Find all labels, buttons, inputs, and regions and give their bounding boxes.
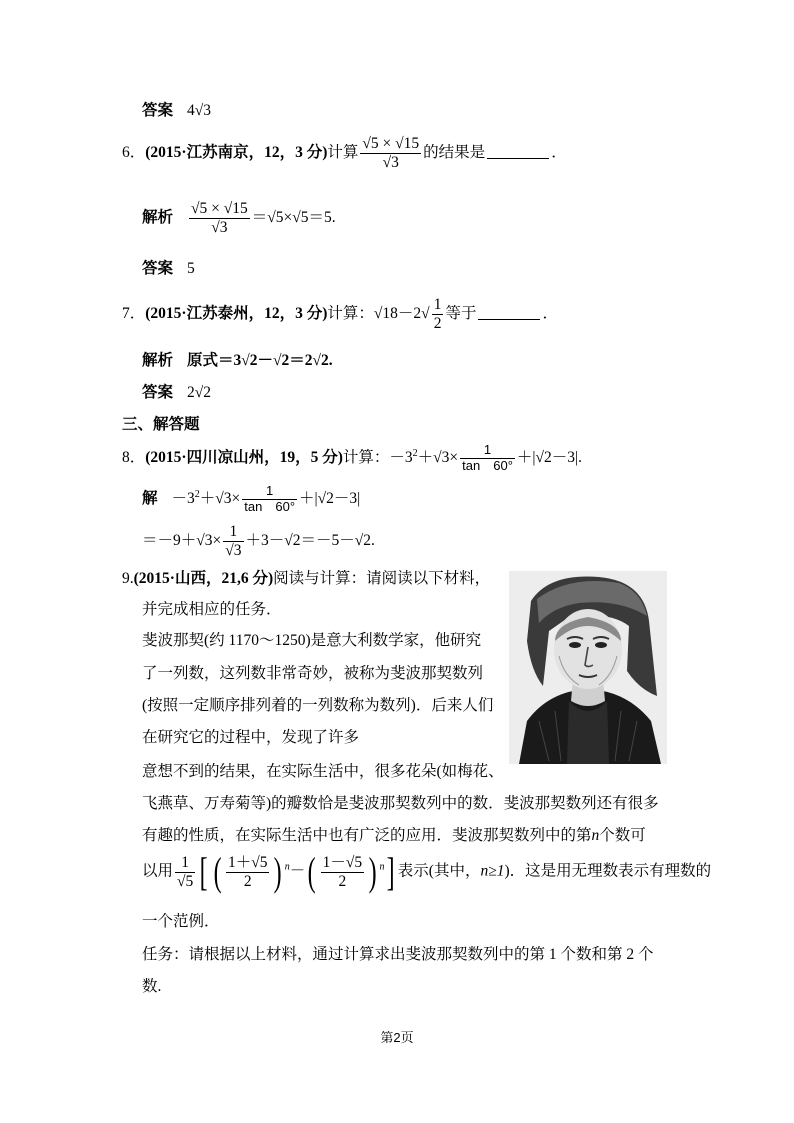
expression-c: ＋|√2－3|. [516,449,582,466]
answer-label: 答案 [142,260,174,277]
question-prefix: 计算： [342,449,390,466]
question-number: 8． [122,449,146,466]
question-intro: 阅读与计算：请阅读以下材料， [273,570,491,587]
answer-blank [487,144,549,159]
answer-7 [142,384,211,403]
fraction [460,443,515,474]
fibonacci-portrait [509,571,667,764]
fraction-denominator: 2 [321,872,365,891]
question-6 [122,135,567,172]
question-source: (2015·江苏泰州，12，3 分) [145,304,328,322]
exponent-n: n [284,861,290,873]
fraction-denominator: √3 [360,153,421,172]
right-paren: ) [274,849,283,894]
paragraph-line-7 [142,827,646,846]
expression-b: ＋√3× [199,490,241,507]
answer-label: 答案 [142,102,174,119]
question-number: 9. [122,570,134,587]
fraction-numerator: 1 [181,853,190,871]
radical-fraction: √ $\frac{1}{2}$ [421,296,442,332]
answer-label: 答案 [142,384,174,401]
right-bracket: ] [387,849,396,894]
answer-blank [478,305,540,320]
question-prefix: 计算 [327,143,359,161]
expression-b: ＋3－√2＝－5－√2. [245,531,375,549]
fraction-denominator: tan 60° [462,457,513,473]
fraction-numerator: 1 [266,483,274,498]
paragraph-line-9: 一个范例． [142,913,220,930]
left-paren: ( [307,849,316,894]
minus-sign: － [289,862,306,880]
exponent: 2 [412,448,418,459]
fraction-denominator: 2 [433,314,442,332]
left-paren: ( [213,849,222,894]
task-line-2: 数. [142,978,162,995]
fraction-numerator: √5 × √15 [362,135,420,152]
answer-value: 5 [187,260,195,277]
paragraph-text-end: 个数可 [599,827,646,844]
question-source: (2015·山西，21,6 分) [133,570,274,587]
exponent-n: n [379,861,385,873]
paragraph-text: 有趣的性质，在实际生活中也有广泛的应用．斐波那契数列中的第 [142,827,592,844]
answer-value: 2√2 [187,384,212,401]
solution-8 [142,484,360,515]
solution-label: 解析 [142,208,174,226]
expression-b: ＋√3× [417,449,459,466]
solution-6 [142,200,336,237]
question-9 [122,570,490,589]
solution-rhs: ＝√5×√5＝5. [251,208,336,226]
fraction-numerator: √5 × √15 [191,200,248,217]
paragraph-line-6: 飞燕草、万寿菊等)的瓣数恰是斐波那契数列中的数．斐波那契数列还有很多 [142,795,659,812]
fraction [242,484,297,515]
solution-text: 原式＝3√2－√2＝2√2. [187,352,333,369]
question-end: ． [542,304,558,322]
solution-7 [142,352,333,371]
expression: √18－2 [373,304,422,322]
formula-end: )．这是用无理数表示有理数的 [504,862,712,880]
question-intro-2: 并完成相应的任务． [142,601,282,618]
question-source: (2015·江苏南京，12，3 分) [145,143,328,161]
expression-c: ＋|√2－3| [299,490,361,507]
solution-label: 解 [142,490,158,507]
fraction-denominator: √5 [177,872,194,890]
formula-line [142,849,712,894]
question-end: ． [551,143,567,161]
fraction [321,854,365,891]
formula-post: 表示(其中， [397,862,481,880]
fraction-numerator: 1－√5 [322,853,363,871]
formula-prefix: 以用 [142,862,174,880]
question-source: (2015·四川凉山州，19，5 分) [145,449,343,466]
variable-n: n [591,827,600,844]
fraction-denominator: √3 [225,541,242,559]
answer-row [142,102,211,121]
fraction [223,523,243,560]
question-number: 7． [122,304,146,322]
paragraph-line-3: (按照一定顺序排列着的一列数称为数列)．后来人们 [142,697,494,714]
answer-value: 4√3 [187,102,212,119]
exponent: 2 [194,489,200,500]
fraction-numerator: 1 [229,523,238,540]
expression-a: －3 [171,490,195,507]
paragraph-line-2: 了一列数，这列数非常奇妙，被称为斐波那契数列 [142,665,484,682]
fraction [226,854,270,891]
left-bracket: [ [199,849,208,894]
question-suffix: 的结果是 [423,143,486,161]
answer-6 [142,260,195,279]
paragraph-line-1: 斐波那契(约 1170～1250)是意大利数学家，他研究 [142,632,482,649]
fraction-denominator: tan 60° [244,498,296,514]
question-prefix: 计算： [327,304,374,322]
question-suffix: 等于 [445,304,477,322]
paragraph-line-4: 在研究它的过程中，发现了许多 [142,729,360,746]
task-line-1: 任务：请根据以上材料，通过计算求出斐波那契数列中的第 1 个数和第 2 个 [142,946,654,963]
right-paren: ) [368,849,377,894]
solution-8-line2 [142,523,375,560]
section-title: 三、解答题 [122,416,200,433]
fraction-denominator: 2 [226,872,270,891]
question-number: 6． [122,143,146,161]
fraction [189,200,250,237]
page-number: 第2页 [380,1030,414,1045]
question-8 [122,443,582,474]
expression-a: －3 [389,449,413,466]
question-7 [122,296,558,333]
fraction [432,296,444,333]
solution-label: 解析 [142,352,174,369]
paragraph-line-5: 意想不到的结果，在实际生活中，很多花朵(如梅花、 [142,763,504,780]
fraction [360,135,421,172]
fraction-numerator: 1 [483,442,492,457]
expression-a: ＝－9＋√3× [142,531,222,549]
fraction [175,854,195,891]
fraction-numerator: 1＋√5 [227,853,268,871]
fraction-denominator: √3 [189,218,250,237]
condition: n≥1 [480,862,505,880]
fraction-numerator: 1 [433,296,442,313]
